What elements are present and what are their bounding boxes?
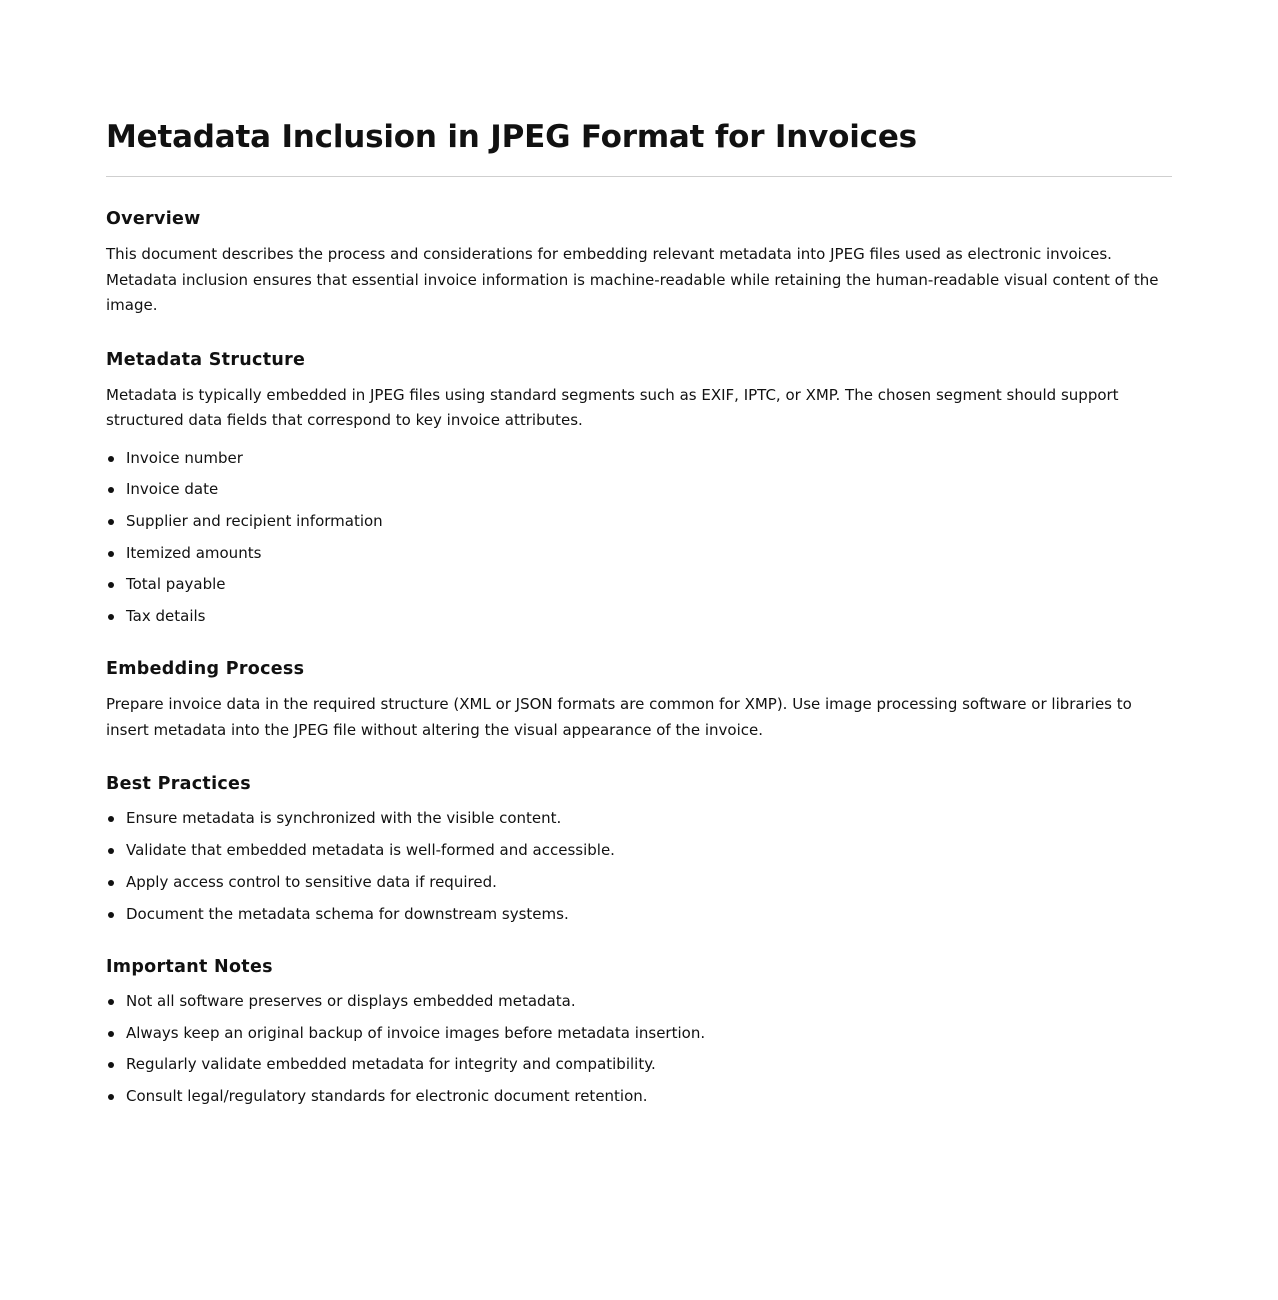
metadata-structure-paragraph: Metadata is typically embedded in JPEG files using standard segments such as EXIF, IPTC, or XMP. The chosen segment should support structured data fields that correspond to key invoice attributes. <box>106 385 1119 429</box>
section-heading-embedding-process: Embedding Process <box>106 659 305 680</box>
page-title: Metadata Inclusion in JPEG Format for Invoices <box>106 119 917 155</box>
section-important-notes <box>106 956 1172 1109</box>
list-item: Always keep an original backup of invoice images before metadata insertion. <box>106 1022 1172 1046</box>
section-overview <box>106 208 1172 319</box>
overview-paragraph: This document describes the process and considerations for embedding relevant metadata into JPEG files used as electronic invoices. Metadata inclusion ensures that essential invoice information is machine-readable while retaining the human-readable visual content of the image. <box>106 245 1159 314</box>
title-divider <box>106 176 1172 177</box>
embedding-process-paragraph: Prepare invoice data in the required structure (XML or JSON formats are common for XMP). Use image processing software or libraries to insert metadata into the JPEG file without altering the visual appearance of the invoice. <box>106 695 1132 739</box>
list-item: Consult legal/regulatory standards for electronic document retention. <box>106 1085 1172 1109</box>
list-item: Apply access control to sensitive data if required. <box>106 871 1172 895</box>
section-best-practices <box>106 773 1172 926</box>
section-heading-overview: Overview <box>106 209 201 229</box>
list-item: Ensure metadata is synchronized with the visible content. <box>106 807 1172 831</box>
section-heading-best-practices: Best Practices <box>106 774 251 795</box>
list-item: Supplier and recipient information <box>106 510 1172 534</box>
section-embedding-process <box>106 658 1172 743</box>
section-heading-important-notes: Important Notes <box>106 957 273 977</box>
list-item: Validate that embedded metadata is well-formed and accessible. <box>106 839 1172 863</box>
section-heading-metadata-structure: Metadata Structure <box>106 349 306 370</box>
list-item: Regularly validate embedded metadata for integrity and compatibility. <box>106 1053 1172 1077</box>
important-notes-list <box>106 990 1172 1109</box>
best-practices-list <box>106 807 1172 926</box>
list-item: Not all software preserves or displays embedded metadata. <box>106 990 1172 1014</box>
list-item: Total payable <box>106 573 1172 597</box>
list-item: Tax details <box>106 605 1172 629</box>
list-item: Document the metadata schema for downstream systems. <box>106 903 1172 927</box>
list-item: Invoice date <box>106 478 1172 502</box>
list-item: Itemized amounts <box>106 542 1172 566</box>
metadata-fields-list <box>106 447 1172 629</box>
list-item: Invoice number <box>106 447 1172 471</box>
section-metadata-structure <box>106 349 1172 629</box>
document-page <box>106 0 1172 1109</box>
